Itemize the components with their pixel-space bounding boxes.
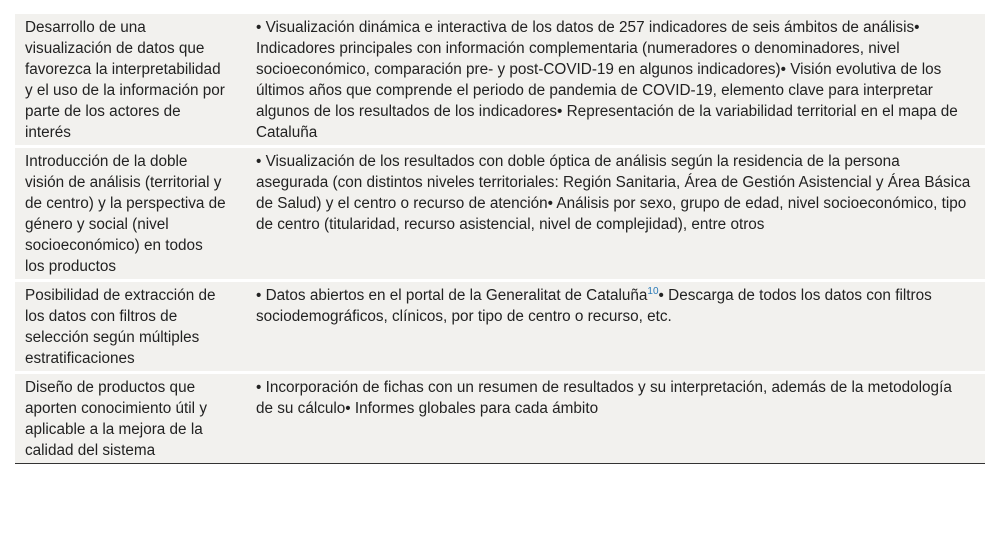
feature-cell: Posibilidad de extracción de los datos con filtros de selección según múltiples estratificaciones xyxy=(15,281,246,373)
feature-cell: Introducción de la doble visión de análisis (territorial y de centro) y la perspectiva de género y social (nivel socioeconómico) en todos los productos xyxy=(15,147,246,281)
description-cell: • Incorporación de fichas con un resumen de resultados y su interpretación, además de la metodología de su cálculo• Informes globales para cada ámbito xyxy=(246,373,985,464)
description-cell: • Visualización de los resultados con doble óptica de análisis según la residencia de la persona asegurada (con distintos niveles territoriales: Región Sanitaria, Área de Gestión Asistencial y Área Básica de Salud) y el centro o recurso de atención• Análisis por sexo, grupo de edad, nivel socioeconómico, tipo de centro (titularidad, recurso asistencial, nivel de complejidad), entre otros xyxy=(246,147,985,281)
table-row xyxy=(15,14,985,147)
table-row xyxy=(15,281,985,373)
description-text: • Datos abiertos en el portal de la Generalitat de Cataluña xyxy=(256,287,648,304)
table-row xyxy=(15,147,985,281)
description-cell xyxy=(246,281,985,373)
description-cell: • Visualización dinámica e interactiva de los datos de 257 indicadores de seis ámbitos de análisis• Indicadores principales con información complementaria (numeradores o denominadores, nivel socioeconómico, comparación pre- y post-COVID-19 en algunos indicadores)• Visión evolutiva de los últimos años que comprende el periodo de pandemia de COVID-19, elemento clave para interpretar algunos de los resultados de los indicadores• Representación de la variabilidad territorial en el mapa de Cataluña xyxy=(256,19,958,141)
table-row xyxy=(15,373,985,464)
features-table xyxy=(15,14,985,464)
reference-link[interactable]: 10 xyxy=(647,286,659,297)
features-table-grid xyxy=(15,14,985,463)
feature-cell: Desarrollo de una visualización de datos que favorezca la interpretabilidad y el uso de la información por parte de los actores de interés xyxy=(25,19,225,141)
description-text: • Descarga de todos los datos con filtros sociodemográficos, clínicos, por tipo de centro o recurso, etc. xyxy=(256,287,932,325)
feature-cell: Diseño de productos que aporten conocimiento útil y aplicable a la mejora de la calidad del sistema xyxy=(15,373,246,464)
